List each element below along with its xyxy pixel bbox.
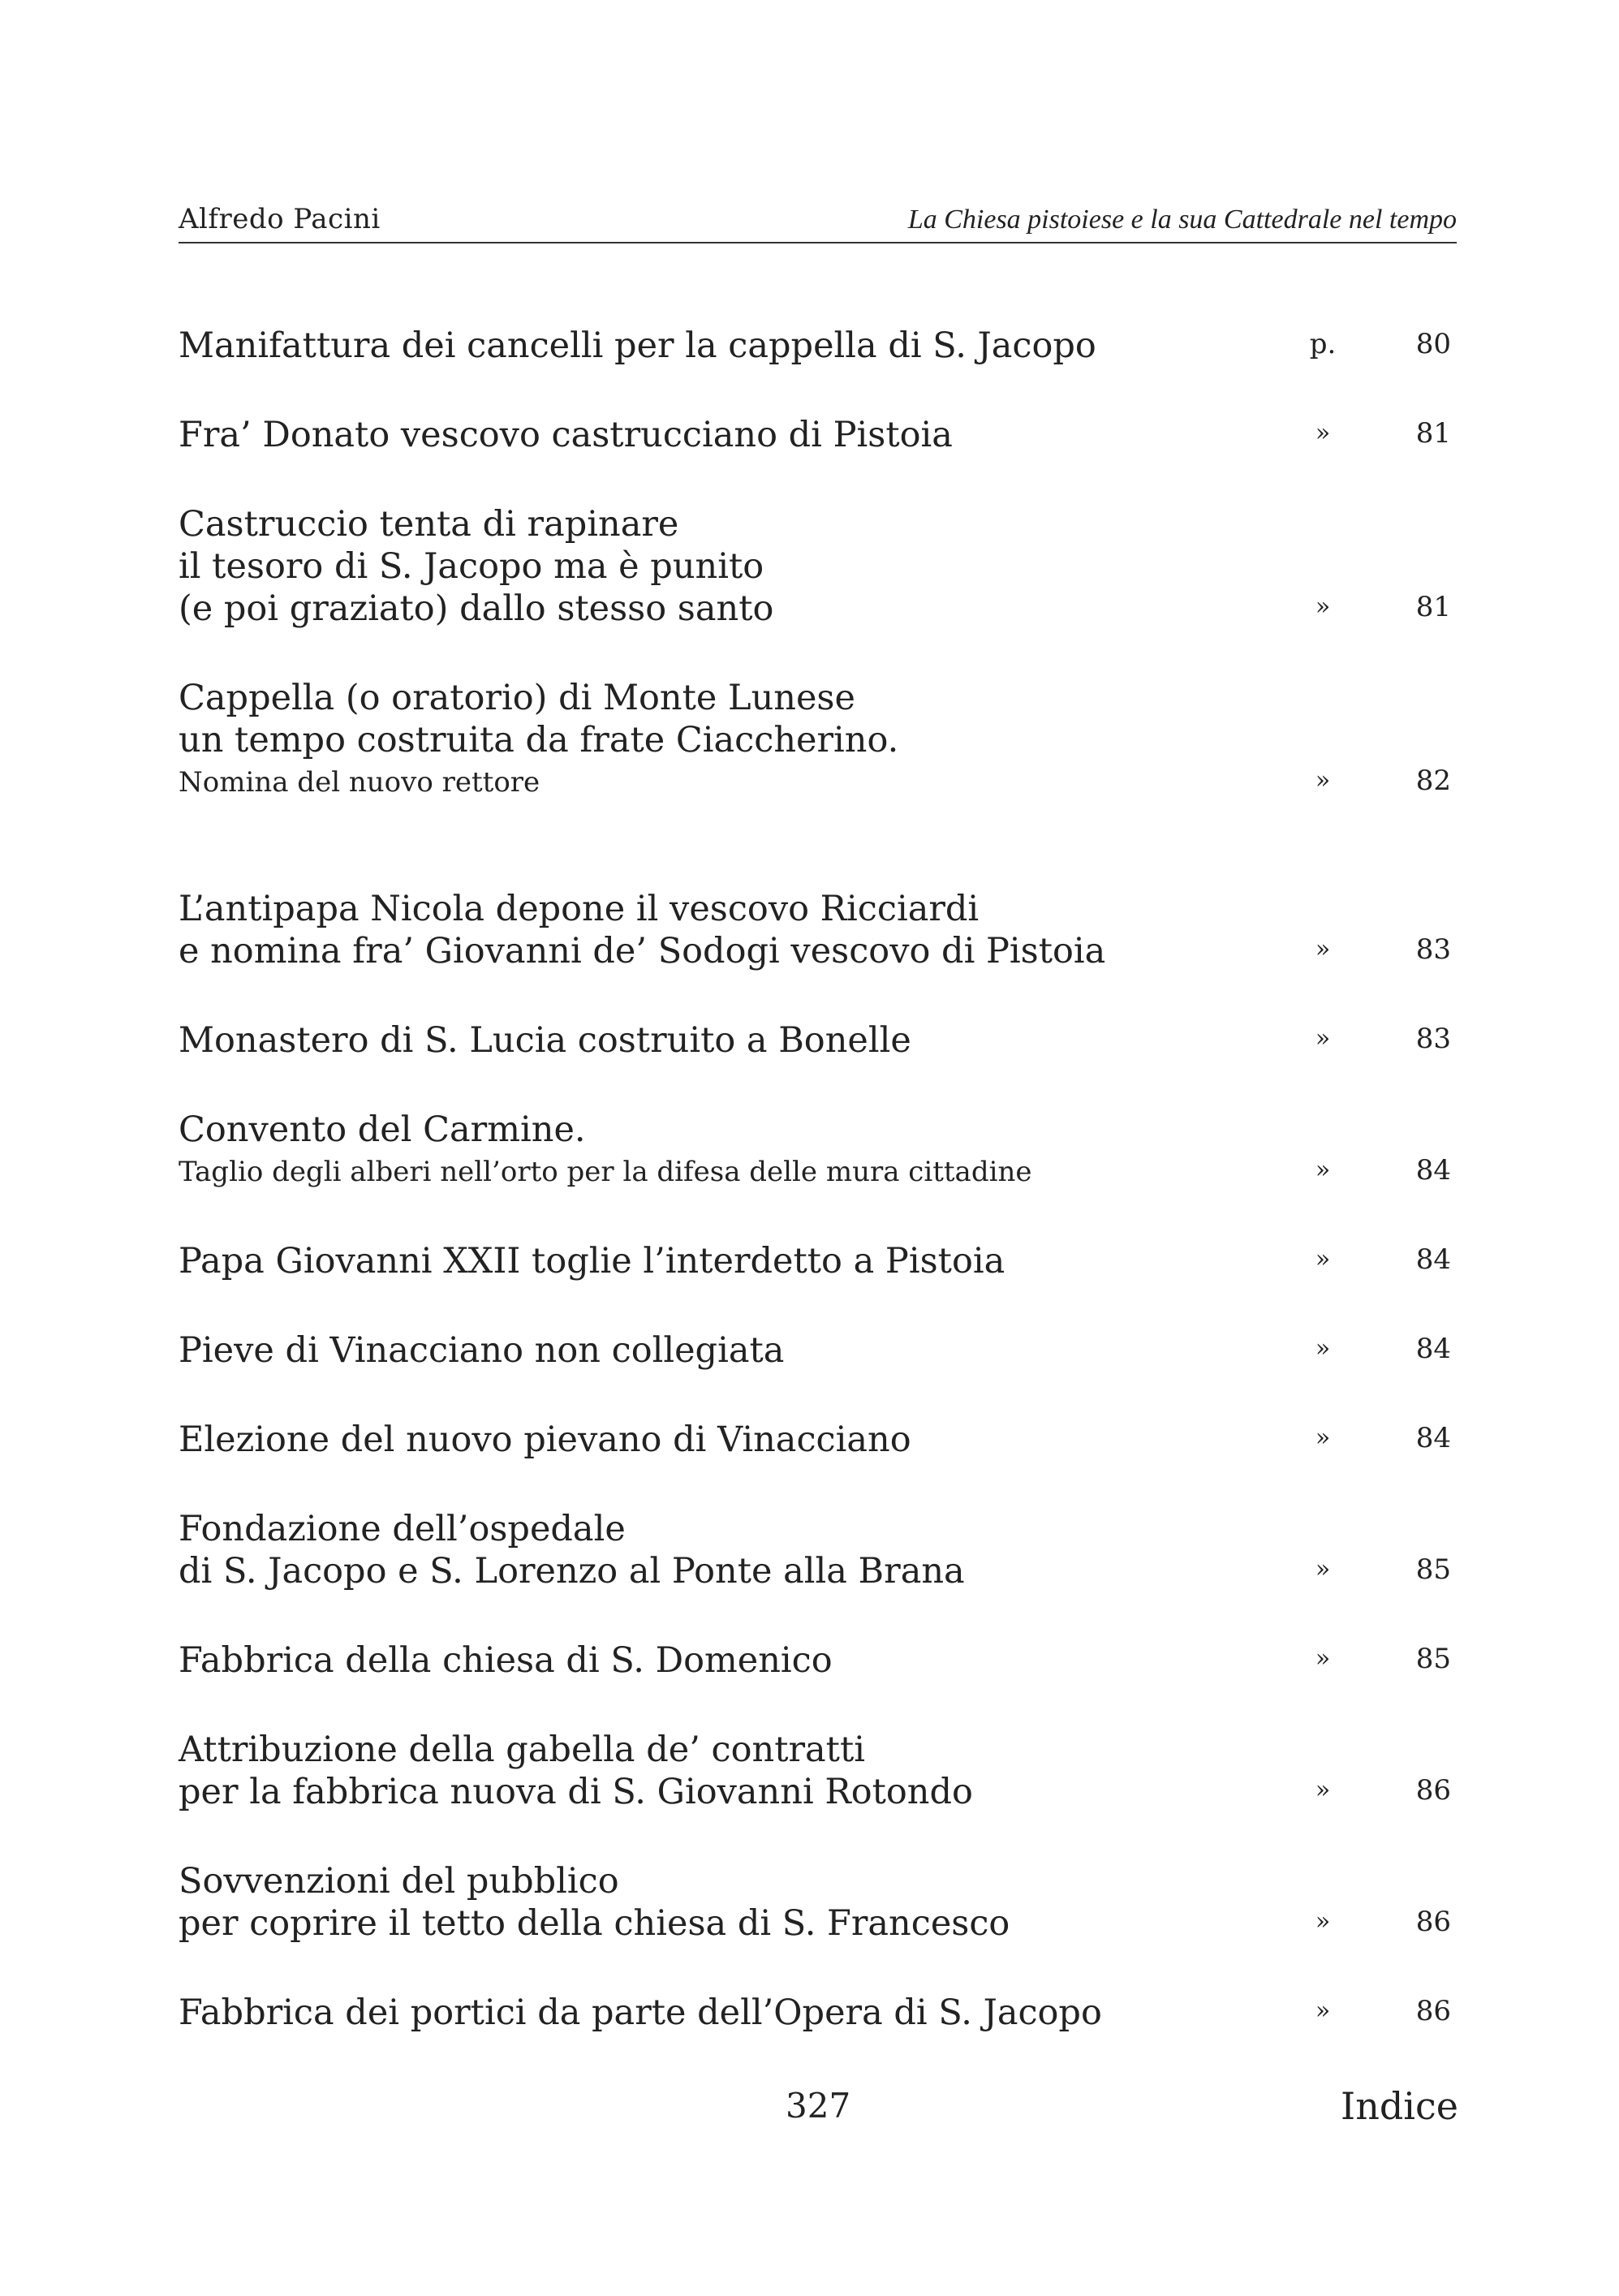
- toc-entry-line: Monastero di S. Lucia costruito a Bonelle: [179, 1020, 911, 1061]
- toc-entry-title: [179, 1508, 1315, 1592]
- toc-entry-subline: Taglio degli alberi nell’orto per la difesa delle mura cittadine: [179, 1156, 1032, 1188]
- toc-entry-line: (e poi graziato) dallo stesso santo: [179, 588, 774, 629]
- toc-entry-title: [179, 1992, 1315, 2034]
- toc-entry-page-number: 86: [1415, 1774, 1451, 1807]
- toc-entry-subline: Nomina del nuovo rettore: [179, 766, 540, 799]
- toc-entry-title: [179, 1639, 1315, 1682]
- toc-entry-marker: »: [1315, 1997, 1331, 2025]
- table-of-contents: [179, 325, 1457, 2034]
- toc-entry-marker: p.: [1309, 328, 1337, 360]
- toc-entry-marker: »: [1315, 1644, 1331, 1673]
- toc-entry-page-number: 81: [1415, 417, 1451, 450]
- toc-entry-page-number: 82: [1415, 765, 1451, 797]
- toc-entry: [179, 1329, 1457, 1372]
- toc-entry-page-number: 83: [1415, 1023, 1451, 1055]
- toc-entry-marker: »: [1315, 1776, 1331, 1804]
- toc-entry-line: Elezione del nuovo pievano di Vinacciano: [179, 1419, 911, 1460]
- toc-entry: [179, 325, 1457, 367]
- toc-entry-title: [179, 1419, 1315, 1461]
- toc-entry: [179, 888, 1457, 972]
- toc-entry-page-number: 81: [1415, 591, 1451, 623]
- toc-entry-line: Convento del Carmine.: [179, 1109, 586, 1150]
- toc-entry-line: Sovvenzioni del pubblico: [179, 1861, 619, 1902]
- toc-entry-page-number: 85: [1415, 1553, 1451, 1586]
- toc-entry: [179, 1508, 1457, 1592]
- toc-entry: [179, 503, 1457, 630]
- toc-entry-page-number: 85: [1415, 1643, 1451, 1675]
- toc-entry-line: Fondazione dell’ospedale: [179, 1509, 626, 1549]
- toc-entry-page-number: 80: [1415, 328, 1451, 360]
- toc-entry-line: Castruccio tenta di rapinare: [179, 504, 679, 545]
- toc-entry-page-number: 86: [1415, 1906, 1451, 1938]
- toc-entry-title: [179, 325, 1315, 367]
- toc-entry-line: di S. Jacopo e S. Lorenzo al Ponte alla Brana: [179, 1551, 965, 1592]
- footer-page-number: 327: [786, 2086, 851, 2126]
- toc-entry-marker: »: [1315, 1907, 1331, 1936]
- toc-entry-line: Papa Giovanni XXII toglie l’interdetto a Pistoia: [179, 1241, 1005, 1282]
- toc-entry-line: Fabbrica della chiesa di S. Domenico: [179, 1640, 833, 1681]
- toc-entry-title: [179, 414, 1315, 456]
- toc-entry: [179, 1639, 1457, 1682]
- toc-entry: [179, 414, 1457, 456]
- toc-entry: [179, 1992, 1457, 2034]
- toc-entry-line: Manifattura dei cancelli per la cappella di S. Jacopo: [179, 325, 1096, 366]
- running-header: [179, 203, 1457, 243]
- toc-entry-title: [179, 1240, 1315, 1282]
- toc-entry-marker: »: [1315, 1334, 1331, 1363]
- toc-entry-title: [179, 1860, 1315, 1945]
- toc-entry-page-number: 83: [1415, 933, 1451, 966]
- toc-entry-title: [179, 1329, 1315, 1372]
- toc-entry: [179, 1860, 1457, 1945]
- toc-entry-line: Fabbrica dei portici da parte dell’Opera di S. Jacopo: [179, 1992, 1102, 2033]
- toc-entry-marker: »: [1315, 1156, 1331, 1184]
- toc-entry-marker: »: [1315, 1245, 1331, 1273]
- header-book-title: La Chiesa pistoiese e la sua Cattedrale nel tempo: [907, 205, 1457, 235]
- toc-entry-line: L’antipapa Nicola depone il vescovo Ricciardi: [179, 889, 980, 929]
- toc-entry-page-number: 84: [1415, 1154, 1451, 1187]
- toc-entry-line: Pieve di Vinacciano non collegiata: [179, 1330, 785, 1371]
- toc-entry: [179, 1419, 1457, 1461]
- toc-entry: [179, 1240, 1457, 1282]
- toc-entry-page-number: 84: [1415, 1243, 1451, 1276]
- toc-entry-title: [179, 1109, 1315, 1193]
- toc-entry-line: Attribuzione della gabella de’ contratti: [179, 1730, 865, 1770]
- toc-entry-line: Fra’ Donato vescovo castrucciano di Pistoia: [179, 415, 953, 455]
- toc-entry-title: [179, 503, 1315, 630]
- toc-entry-line: un tempo costruita da frate Ciaccherino.: [179, 720, 899, 760]
- toc-entry-line: per la fabbrica nuova di S. Giovanni Rotondo: [179, 1772, 973, 1812]
- toc-entry: [179, 1109, 1457, 1193]
- toc-entry-marker: »: [1315, 1555, 1331, 1583]
- header-author: Alfredo Pacini: [179, 203, 381, 235]
- toc-entry: [179, 1019, 1457, 1062]
- toc-entry-line: e nomina fra’ Giovanni de’ Sodogi vescovo di Pistoia: [179, 931, 1106, 971]
- toc-entry-marker: »: [1315, 1024, 1331, 1053]
- toc-entry: [179, 677, 1457, 803]
- toc-entry-marker: »: [1315, 419, 1331, 447]
- toc-entry-line: Cappella (o oratorio) di Monte Lunese: [179, 678, 855, 718]
- toc-entry-marker: »: [1315, 1424, 1331, 1452]
- toc-entry-page-number: 86: [1415, 1995, 1451, 2027]
- toc-entry-marker: »: [1315, 592, 1331, 621]
- toc-entry-line: per coprire il tetto della chiesa di S. Francesco: [179, 1903, 1010, 1944]
- footer-section-label: Indice: [1341, 2084, 1458, 2128]
- toc-entry-title: [179, 1729, 1315, 1813]
- toc-entry-title: [179, 1019, 1315, 1062]
- toc-entry-marker: »: [1315, 935, 1331, 963]
- toc-entry-line: il tesoro di S. Jacopo ma è punito: [179, 546, 764, 587]
- toc-entry-page-number: 84: [1415, 1333, 1451, 1365]
- toc-entry-page-number: 84: [1415, 1422, 1451, 1454]
- toc-entry: [179, 1729, 1457, 1813]
- toc-entry-title: [179, 888, 1315, 972]
- toc-entry-title: [179, 677, 1315, 803]
- toc-entry-marker: »: [1315, 766, 1331, 795]
